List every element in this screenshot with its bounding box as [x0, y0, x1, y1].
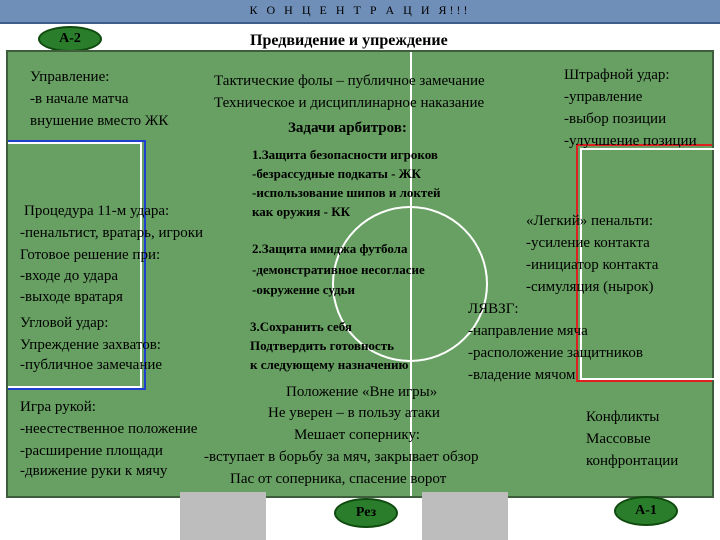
free-kick-item-2: -выбор позиции — [564, 111, 667, 127]
task-2-item-2: -окружение судьи — [252, 282, 355, 297]
task-1-heading: 1.Защита безопасности игроков — [252, 147, 438, 162]
lyavzg-item-1: -направление мяча — [468, 323, 588, 339]
light-penalty-heading: «Легкий» пенальти: — [526, 213, 653, 229]
free-kick-item-1: -управление — [564, 89, 643, 105]
tactical-fouls-text: Тактические фолы – публичное замечание — [214, 73, 485, 89]
badge-rez[interactable] — [334, 498, 398, 528]
light-penalty-item-3: -симуляция (нырок) — [526, 279, 654, 295]
tasks-heading: Задачи арбитров: — [288, 120, 407, 136]
corner-item-1: Упреждение захватов: — [20, 337, 161, 353]
light-penalty-item-2: -инициатор контакта — [526, 257, 659, 273]
free-kick-heading: Штрафной удар: — [564, 67, 670, 83]
bottom-stripe-left — [180, 492, 266, 540]
task-1-item-3: как оружия - КК — [252, 204, 351, 219]
lyavzg-item-2: -расположение защитников — [468, 345, 643, 361]
task-1-item-1: -безрассудные подкаты - ЖК — [252, 166, 421, 181]
badge-a1-label: А-1 — [635, 503, 657, 518]
task-1-item-2: -использование шипов и локтей — [252, 185, 441, 200]
penalty-procedure-item-2: Готовое решение при: — [20, 247, 161, 263]
penalty-procedure-item-4: -выходе вратаря — [20, 289, 123, 305]
penalty-procedure-item-1: -пенальтист, вратарь, игроки — [20, 225, 204, 241]
conflicts-line-3: конфронтации — [586, 453, 679, 469]
corner-heading: Угловой удар: — [20, 315, 109, 331]
handball-item-1: -неестественное положение — [20, 421, 198, 437]
task-2-item-1: -демонстративное несогласие — [252, 262, 425, 277]
task-3-heading: 3.Сохранить себя — [250, 319, 352, 334]
top-banner-text: К О Н Ц Е Н Т Р А Ц И Я!!! — [249, 3, 471, 17]
handball-item-3: -движение руки к мячу — [20, 463, 168, 479]
handball-item-2: -расширение площади — [20, 443, 163, 459]
top-banner — [0, 0, 720, 24]
task-3-item-1: Подтвердить готовность — [250, 338, 394, 353]
offside-item-3: -вступает в борьбу за мяч, закрывает обзор — [204, 449, 479, 465]
free-kick-item-3: -улучшение позиции — [564, 133, 697, 149]
penalty-procedure-item-3: -входе до удара — [20, 268, 118, 284]
badge-a1[interactable] — [614, 496, 678, 526]
handball-heading: Игра рукой: — [20, 399, 96, 415]
management-item-2: внушение вместо ЖК — [30, 113, 169, 129]
task-3-item-2: к следующему назначению — [250, 357, 409, 372]
offside-item-2: Мешает сопернику: — [294, 427, 420, 443]
lyavzg-item-3: -владение мячом — [468, 367, 576, 383]
page-title: Предвидение и упреждение — [250, 32, 448, 49]
management-item-1: -в начале матча — [30, 91, 129, 107]
offside-item-4: Пас от соперника, спасение ворот — [230, 471, 447, 487]
badge-a2-label: А-2 — [59, 31, 81, 46]
badge-rez-label: Рез — [355, 505, 377, 520]
task-2-heading: 2.Защита имиджа футбола — [252, 241, 408, 256]
conflicts-line-1: Конфликты — [586, 409, 660, 425]
badge-a2[interactable] — [38, 26, 102, 52]
penalty-procedure-heading: Процедура 11-м удара: — [24, 203, 170, 219]
offside-item-1: Не уверен – в пользу атаки — [268, 405, 440, 421]
management-heading: Управление: — [30, 69, 110, 85]
disciplinary-text: Техническое и дисциплинарное наказание — [214, 95, 485, 111]
light-penalty-item-1: -усиление контакта — [526, 235, 650, 251]
lyavzg-heading: ЛЯВЗГ: — [468, 301, 519, 317]
corner-item-2: -публичное замечание — [20, 357, 163, 373]
bottom-stripe-right — [422, 492, 508, 540]
conflicts-line-2: Массовые — [586, 431, 651, 447]
offside-heading: Положение «Вне игры» — [286, 384, 438, 400]
